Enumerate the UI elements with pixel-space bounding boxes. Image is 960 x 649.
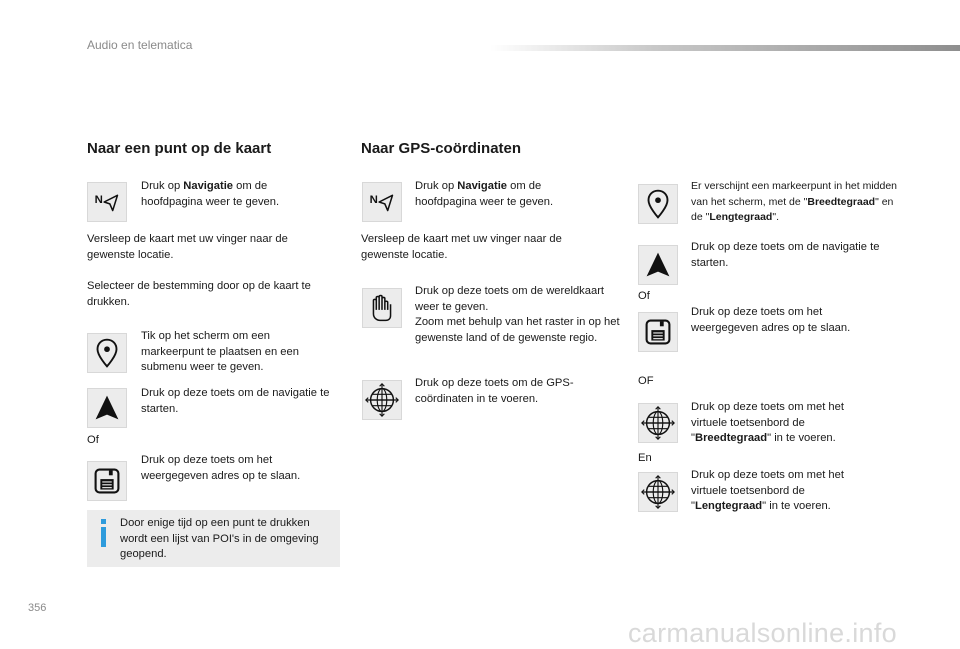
middle-step-3-text: Druk op deze toets om de GPS-coördinaten in te voeren. <box>415 377 574 405</box>
right-step-2-text: Druk op deze toets om de navigatie te starten. <box>691 241 880 269</box>
right-step-5-text: Druk op deze toets om met het virtuele toetsenbord de "Lengtegraad" in te voeren. <box>691 469 844 512</box>
start-navigation-button[interactable] <box>87 388 127 428</box>
left-para-drag-map: Versleep de kaart met uw vinger naar de gewenste locatie. <box>87 233 288 261</box>
map-pin-marker <box>87 333 127 373</box>
save-floppy-icon <box>88 461 126 501</box>
gps-coordinates-button[interactable] <box>362 380 402 420</box>
middle-step-1-text: Druk op Navigatie om de hoofdpagina weer te geven. <box>415 180 554 208</box>
right-or-separator-2: OF <box>638 375 654 387</box>
info-icon <box>98 518 110 548</box>
globe-grid-icon <box>639 403 677 443</box>
compass-north-icon <box>363 182 401 222</box>
left-step-4-text: Druk op deze toets om het weergegeven adres op te slaan. <box>141 454 301 482</box>
right-and-separator: En <box>638 452 652 464</box>
left-step-3-text: Druk op deze toets om de navigatie te starten. <box>141 387 330 415</box>
right-step-1-text: Er verschijnt een markeerpunt in het midden van het scherm, met de "Breedtegraad" en de "Lengtegraad". <box>691 180 898 223</box>
save-address-button-right[interactable] <box>638 312 678 352</box>
start-navigation-button-right[interactable] <box>638 245 678 285</box>
navigate-arrow-icon <box>88 388 126 428</box>
right-step-3-text: Druk op deze toets om het weergegeven adres op te slaan. <box>691 306 851 334</box>
middle-para-drag-map: Versleep de kaart met uw vinger naar de gewenste locatie. <box>361 233 562 261</box>
hand-touch-icon <box>363 288 401 328</box>
world-map-button[interactable] <box>362 288 402 328</box>
latitude-button[interactable] <box>638 403 678 443</box>
navigation-button-gps[interactable] <box>362 182 402 222</box>
right-or-separator: Of <box>638 290 650 302</box>
map-pin-marker-right <box>638 184 678 224</box>
navigate-arrow-icon <box>639 245 677 285</box>
map-pin-icon <box>639 184 677 224</box>
section-title-gps-coordinates: Naar GPS-coördinaten <box>361 140 522 157</box>
watermark-text: carmanualsonline.info <box>628 618 897 648</box>
right-step-4-text: Druk op deze toets om met het virtuele toetsenbord de "Breedtegraad" in te voeren. <box>691 401 844 444</box>
left-or-separator: Of <box>87 434 99 446</box>
left-para-select-destination: Selecteer de bestemming door op de kaart te drukken. <box>87 280 311 308</box>
left-step-2-text: Tik op het scherm om een markeerpunt te plaatsen en een submenu weer te geven. <box>141 330 299 373</box>
navigation-button[interactable] <box>87 182 127 222</box>
middle-step-2-text: Druk op deze toets om de wereldkaart weer te geven. Zoom met behulp van het raster in op het gewenste land of de gewenste regio. <box>415 285 620 344</box>
page-number: 356 <box>28 602 47 614</box>
longitude-button[interactable] <box>638 472 678 512</box>
info-note-text: Door enige tijd op een punt te drukken wordt een lijst van POI's in de omgeving geopend. <box>120 517 319 560</box>
header-gradient-bar <box>490 45 960 51</box>
save-address-button[interactable] <box>87 461 127 501</box>
globe-grid-icon <box>363 380 401 420</box>
left-step-1-text: Druk op Navigatie om de hoofdpagina weer te geven. <box>141 180 280 208</box>
save-floppy-icon <box>639 312 677 352</box>
globe-grid-icon <box>639 472 677 512</box>
section-title-point-on-map: Naar een punt op de kaart <box>87 140 272 157</box>
compass-north-icon <box>88 182 126 222</box>
map-pin-icon <box>88 333 126 373</box>
page-header-title: Audio en telematica <box>87 38 193 52</box>
